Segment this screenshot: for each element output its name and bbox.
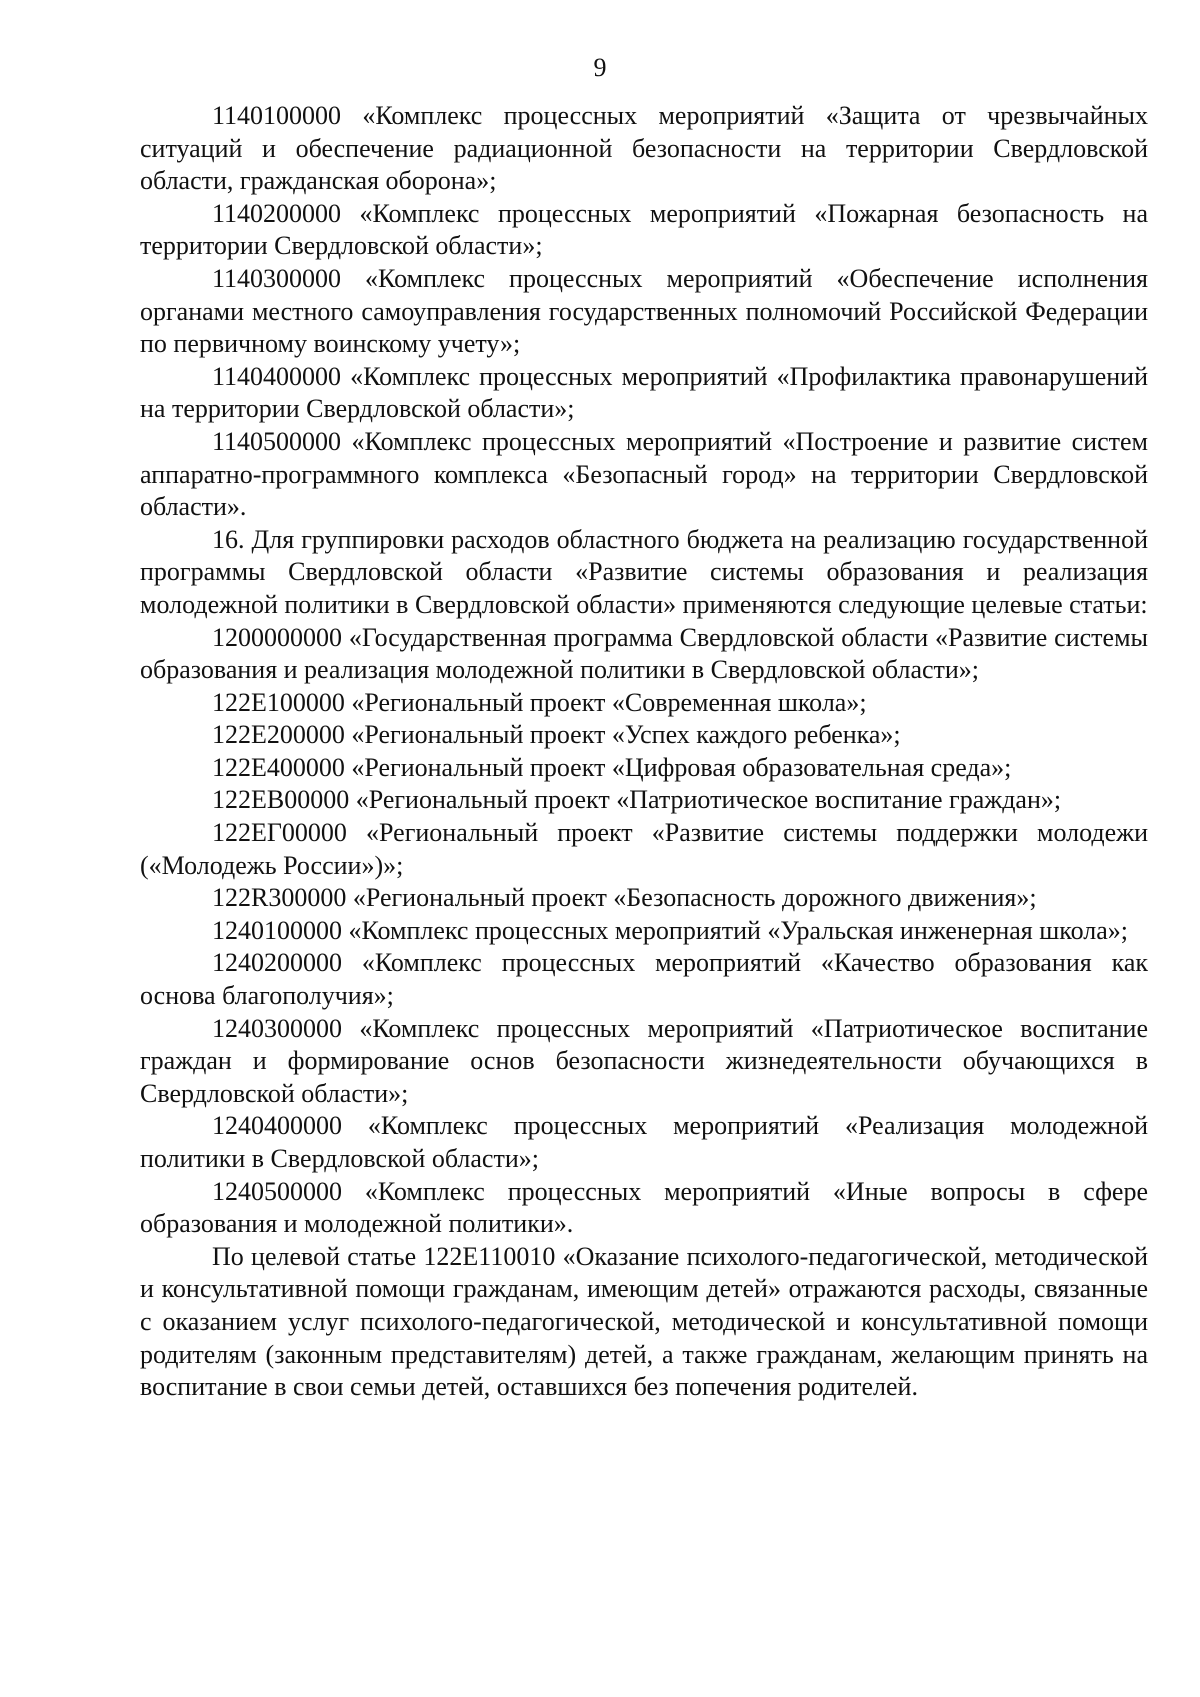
paragraph-target-article-122e200000: 122Е200000 «Региональный проект «Успех каждого ребенка»;: [212, 720, 901, 750]
paragraph-target-article-122e400000: 122Е400000 «Региональный проект «Цифровая образовательная среда»;: [212, 752, 1012, 782]
paragraph-section-16: 16. Для группировки расходов областного бюджета на реализацию государственной программы Свердловской области «Развитие системы образования и реализация молодежной политики в Свердловской области» применяются следующие целевые статьи:: [140, 524, 1148, 619]
paragraph-target-article-1140500000: 1140500000 «Комплекс процессных мероприятий «Построение и развитие систем аппаратно-программного комплекса «Безопасный город» на территории Свердловской области».: [140, 426, 1148, 522]
paragraph-target-article-1140200000: 1140200000 «Комплекс процессных мероприятий «Пожарная безопасность на территории Свердловской области»;: [140, 198, 1148, 261]
paragraph-target-article-122e110010: По целевой статье 122Е110010 «Оказание психолого-педагогической, методической и консультативной помощи гражданам, имеющим детей» отражаются расходы, связанные с оказанием услуг психолого-педагогической, методической и консультативной помощи родителям (законным представителям) детей, а также гражданам, желающим принять на воспитание в свои семьи детей, оставшихся без попечения родителей.: [140, 1241, 1148, 1402]
paragraph-target-article-1140100000: 1140100000 «Комплекс процессных мероприятий «Защита от чрезвычайных ситуаций и обеспечение радиационной безопасности на территории Свердловской области, гражданская оборона»;: [140, 101, 1148, 196]
paragraph-target-article-1200000000: 1200000000 «Государственная программа Свердловской области «Развитие системы образования и реализация молодежной политики в Свердловской области»;: [140, 622, 1148, 685]
paragraph-target-article-1240500000: 1240500000 «Комплекс процессных мероприятий «Иные вопросы в сфере образования и молодежной политики».: [140, 1176, 1148, 1239]
paragraph-target-article-1240200000: 1240200000 «Комплекс процессных мероприятий «Качество образования как основа благополучия»;: [140, 948, 1148, 1011]
paragraph-target-article-122r300000: 122R300000 «Региональный проект «Безопасность дорожного движения»;: [212, 883, 1037, 913]
paragraph-target-article-122eg00000: 122ЕГ00000 «Региональный проект «Развитие системы поддержки молодежи («Молодежь России»)»;: [140, 818, 1148, 880]
paragraph-target-article-122ev00000: 122ЕВ00000 «Региональный проект «Патриотическое воспитание граждан»;: [212, 785, 1062, 815]
document-body: [140, 100, 1148, 1404]
paragraph-target-article-1140300000: 1140300000 «Комплекс процессных мероприятий «Обеспечение исполнения органами местного самоуправления государственных полномочий Российской Федерации по первичному воинскому учету»;: [140, 263, 1148, 359]
paragraph-target-article-1240400000: 1240400000 «Комплекс процессных мероприятий «Реализация молодежной политики в Свердловской области»;: [140, 1111, 1148, 1173]
paragraph-target-article-1240300000: 1240300000 «Комплекс процессных мероприятий «Патриотическое воспитание граждан и формирование основ безопасности жизнедеятельности обучающихся в Свердловской области»;: [140, 1013, 1148, 1108]
page-number: 9: [593, 53, 607, 82]
paragraph-target-article-1140400000: 1140400000 «Комплекс процессных мероприятий «Профилактика правонарушений на территории Свердловской области»;: [140, 361, 1148, 424]
paragraph-target-article-1240100000: 1240100000 «Комплекс процессных мероприятий «Уральская инженерная школа»;: [212, 915, 1128, 945]
paragraph-target-article-122e100000: 122Е100000 «Региональный проект «Современная школа»;: [212, 687, 867, 717]
